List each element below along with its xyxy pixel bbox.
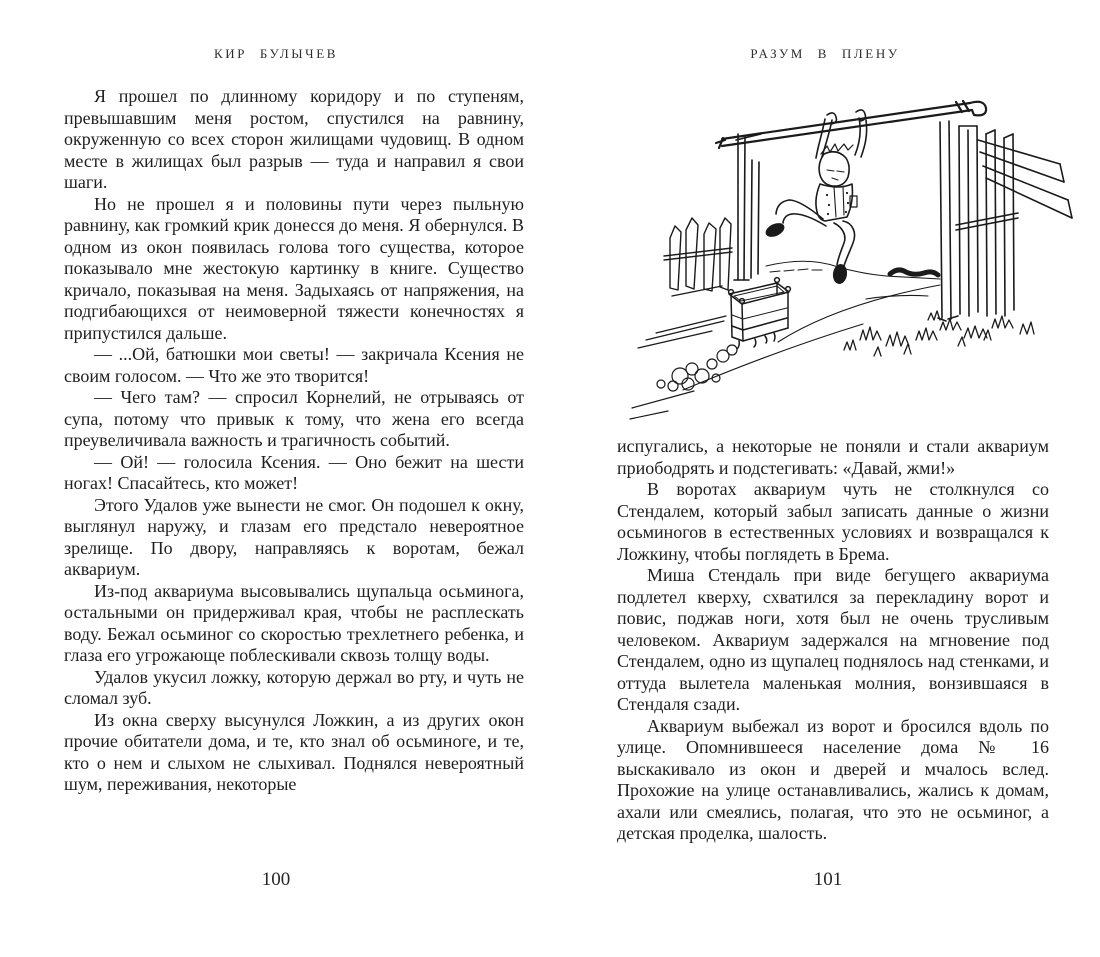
shoe-right — [832, 263, 849, 285]
left-page-number: 100 — [261, 869, 291, 890]
paragraph: Удалов укусил ложку, которую держал во рту, и чуть не сломал зуб. — [64, 666, 524, 708]
leg-right — [843, 221, 855, 266]
illustration-svg — [628, 88, 1088, 428]
head — [819, 152, 849, 186]
paragraph: Из-под аквариума высовывались щупальца осьминога, остальными он придерживал края, чтобы не расплескать воду. Бежал осьминог со скоростью трехлетнего ребенка, и глаза его угрожающе поблескивали сквозь толщу воды. — [64, 580, 524, 665]
hanging-man — [763, 110, 866, 285]
fence-left — [664, 218, 732, 296]
grass — [844, 311, 1034, 356]
paragraph: Я прошел по длинному коридору и по ступеням, превышавшим меня ростом, спустился на равнину, окруженную со всех сторон жилищами чудовищ. В одном месте в жилищах был разрыв — туда и направил я свои шаги. — [64, 86, 524, 192]
paragraph: Из окна сверху высунулся Ложкин, а из других окон прочие обитатели дома, и те, кто знал об осьминоге, и те, кто о нем и слыхом не слыхивал. Поднялся невероятный шум, переживания, некоторые — [64, 709, 524, 794]
gate-crossbar — [716, 101, 986, 148]
paragraph: — Ой! — голосила Ксения. — Оно бежит на шести ногах! Спасайтесь, кто может! — [64, 451, 524, 493]
left-page-text — [64, 86, 524, 796]
bushes — [890, 270, 938, 275]
fence-right — [938, 121, 1072, 321]
dust-clouds — [630, 316, 737, 419]
illustration-hanging-man-aquarium — [628, 88, 1088, 428]
paragraph: Миша Стендаль при виде бегущего аквариума подлетел кверху, схватился за перекладину ворот и повис, поджав ноги, хотя был не очень трусливым человеком. Аквариум задержался на мгновение под Стендалем, одно из щупалец поднялось над стенками, и оттуда вылетела маленькая молния, вонзившаяся в Стендаля сзади. — [617, 565, 1049, 714]
paragraph: — ...Ой, батюшки мои светы! — закричала Ксения не своим голосом. — Что же это творится! — [64, 344, 524, 386]
paragraph: испугались, а некоторые не поняли и стали аквариум приободрять и подстегивать: «Давай, жми!» — [617, 436, 1049, 478]
running-aquarium — [729, 278, 791, 349]
right-page-text — [617, 436, 1049, 845]
paragraph: Этого Удалов уже вынести не смог. Он подошел к окну, выглянул наружу, и глазам его предстало невероятное зрелище. По двору, направляясь к воротам, бежал аквариум. — [64, 494, 524, 579]
paragraph: В воротах аквариум чуть не столкнулся со Стендалем, который забыл записать данные о жизни осьминогов в естественных условиях и возвращался к Ложкину, чтобы поглядеть в Брема. — [617, 479, 1049, 564]
paragraph: — Чего там? — спросил Корнелий, не отрываясь от супа, потому что привык к тому, что жена его всегда преувеличивала важность и трагичность событий. — [64, 387, 524, 450]
ground — [683, 261, 940, 390]
paragraph: Аквариум выбежал из ворот и бросился вдоль по улице. Опомнившееся население дома № 16 выскакивало из окон и дверей и мчалось вслед. Прохожие на улице останавливались, жались к домам, ахали или смеялись, полагая, что это не осьминог, а детская проделка, шалость. — [617, 715, 1049, 843]
right-page-number: 101 — [813, 869, 843, 890]
left-running-head: КИР БУЛЫЧЕВ — [213, 46, 339, 61]
paragraph: Но не прошел я и половины пути через пыльную равнину, как громкий крик донесся до меня. Я обернулся. В одном из окон появилась голова того существа, которое показывало мне жестокую картинку в книге. Существо кричало, показывая на меня. Задыхаясь от напряжения, на подгибающихся от неимоверной тяжести конечностях я припустился дальше. — [64, 193, 524, 343]
right-running-head: РАЗУМ В ПЛЕНУ — [750, 46, 900, 61]
gate-post-left — [734, 134, 761, 280]
